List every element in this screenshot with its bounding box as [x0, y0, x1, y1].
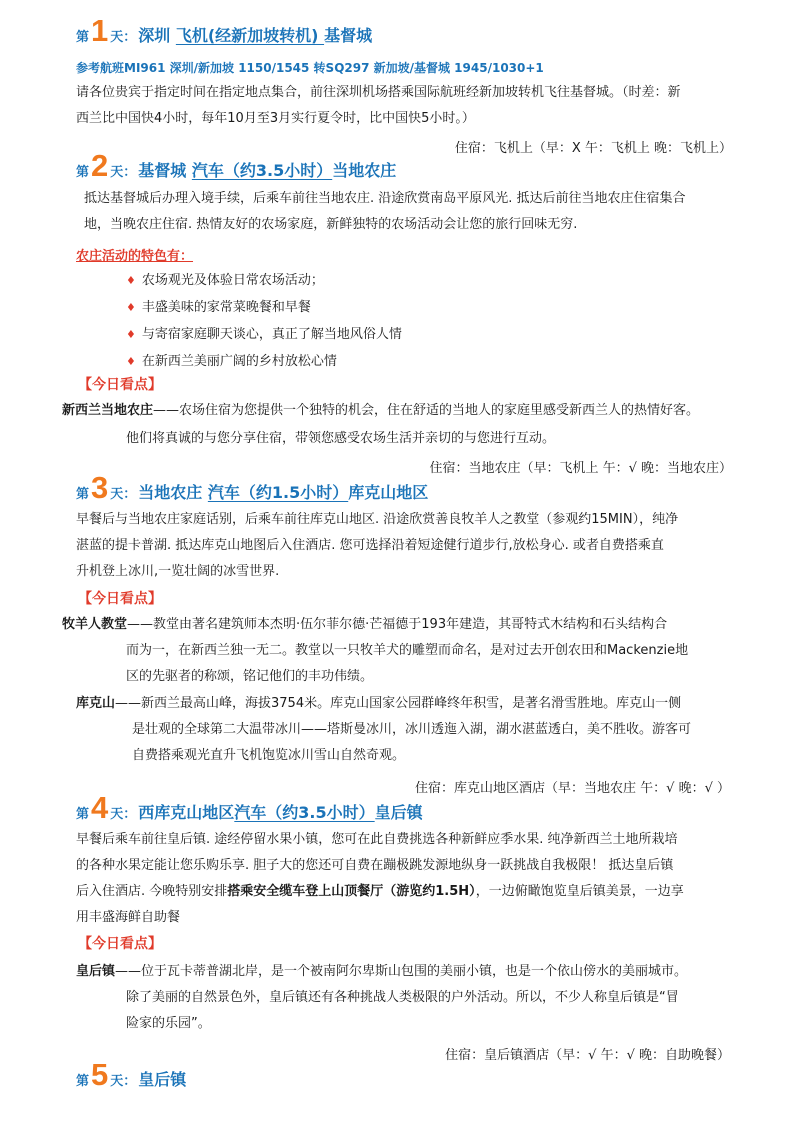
bullet-icon: ♦ — [126, 301, 136, 314]
accommodation-line: 住宿：当地农庄（早：飞机上 午：√ 晚：当地农庄） — [429, 461, 732, 476]
day-3-heading: 第3 天： 当地农庄 汽车（约1.5小时）库克山地区 — [76, 470, 429, 505]
bullet-icon: ♦ — [126, 328, 136, 341]
flight-info: 参考航班MI961 深圳/新加坡 1150/1545 转SQ297 新加坡/基督城 1945/1030+1 — [76, 61, 544, 75]
spot-description-line: 险家的乐园”。 — [126, 1016, 211, 1031]
spot-description-line: 新西兰当地农庄——农场住宿为您提供一个独特的机会，住在舒适的当地人的家庭里感受新西兰人的热情好客。 — [62, 403, 700, 418]
cable-car-highlight: 搭乘安全缆车登上山顶餐厅（游览约1.5H） — [227, 884, 476, 899]
day-title: 深圳 飞机(经新加坡转机) 基督城 — [138, 26, 373, 45]
paragraph-line: 早餐后乘车前往皇后镇. 途经停留水果小镇，您可在此自费挑选各种新鲜应季水果. 纯净新西兰土地所栽培 — [76, 832, 678, 847]
day-1-heading: 第1 天： 深圳 飞机(经新加坡转机) 基督城 — [76, 13, 373, 48]
list-item: ♦ 丰盛美味的家常菜晚餐和早餐 — [126, 300, 311, 315]
bullet-icon: ♦ — [126, 274, 136, 287]
day-number: 1 — [91, 13, 109, 48]
spot-description-line: 自费搭乘观光直升飞机饱览冰川雪山自然奇观。 — [132, 748, 406, 763]
spot-description-line: 是壮观的全球第二大温带冰川——塔斯曼冰川，冰川透迤入湖，湖水湛蓝透白，美不胜收。游客可 — [132, 722, 692, 737]
spot-name: 新西兰当地农庄 — [62, 403, 154, 418]
highlight-heading: 【今日看点】 — [78, 591, 162, 607]
spot-name: 库克山 — [76, 696, 116, 711]
spot-description-line: 皇后镇——位于瓦卡蒂普湖北岸，是一个被南阿尔卑斯山包围的美丽小镇，也是一个依山傍水的美丽城市。 — [76, 964, 688, 979]
day-number: 3 — [91, 470, 109, 505]
highlight-heading: 【今日看点】 — [78, 377, 162, 393]
paragraph-line: 后入住酒店. 今晚特别安排搭乘安全缆车登上山顶餐厅（游览约1.5H），一边俯瞰饱览皇后镇美景，一边享 — [76, 884, 684, 899]
spot-description-line: 区的先驱者的称颂，铭记他们的丰功伟绩。 — [126, 669, 374, 684]
day-title: 皇后镇 — [138, 1070, 187, 1089]
accommodation-line: 住宿：库克山地区酒店（早：当地农庄 午：√ 晚：√ ） — [415, 781, 730, 796]
paragraph-line: 地，当晚农庄住宿. 热情友好的农场家庭，新鲜独特的农场活动会让您的旅行回味无穷. — [84, 217, 578, 232]
paragraph-line: 早餐后与当地农庄家庭话别，后乘车前往库克山地区. 沿途欣赏善良牧羊人之教堂（参观约15MIN），纯净 — [76, 512, 679, 527]
paragraph-line: 用丰盛海鲜自助餐 — [76, 910, 181, 925]
spot-name: 牧羊人教堂 — [62, 617, 128, 632]
day-title: 当地农庄 汽车（约1.5小时）库克山地区 — [138, 483, 429, 502]
farm-features-label: 农庄活动的特色有： — [76, 249, 194, 264]
paragraph-line: 的各种水果定能让您乐购乐享. 胆子大的您还可自费在蹦极跳发源地纵身一跃挑战自我极限！ 抵达皇后镇 — [76, 858, 674, 873]
paragraph-line: 西兰比中国快4小时，每年10月至3月实行夏令时，比中国快5小时。） — [76, 111, 475, 126]
spot-description-line: 库克山——新西兰最高山峰，海拔3754米。库克山国家公园群峰终年积雪，是著名滑雪胜地。库克山一侧 — [76, 696, 682, 711]
bullet-icon: ♦ — [126, 355, 136, 368]
day-number: 4 — [91, 790, 109, 825]
spot-description-line: 除了美丽的自然景色外，皇后镇还有各种挑战人类极限的户外活动。所以，不少人称皇后镇是“冒 — [126, 990, 679, 1005]
list-item: ♦ 在新西兰美丽广阔的乡村放松心情 — [126, 354, 337, 369]
day-title: 西库克山地区汽车（约3.5小时）皇后镇 — [138, 803, 423, 822]
day-title: 基督城 汽车（约3.5小时）当地农庄 — [138, 161, 397, 180]
list-item: ♦ 与寄宿家庭聊天谈心，真正了解当地风俗人情 — [126, 327, 402, 342]
spot-description-line: 牧羊人教堂——教堂由著名建筑师本杰明·伍尔菲尔德·芒福德于193年建造，其哥特式木结构和石头结构合 — [62, 617, 668, 632]
spot-description-line: 而为一，在新西兰独一无二。教堂以一只牧羊犬的雕塑而命名，是对过去开创农田和Mackenzie地 — [126, 643, 689, 658]
spot-description-line: 他们将真诚的与您分享住宿，带领您感受农场生活并亲切的与您进行互动。 — [126, 431, 556, 446]
day-number: 2 — [91, 148, 109, 183]
accommodation-line: 住宿：飞机上（早：X 午：飞机上 晚：飞机上） — [454, 141, 732, 156]
paragraph-line: 抵达基督城后办理入境手续，后乘车前往当地农庄. 沿途欣赏南岛平原风光. 抵达后前往当地农庄住宿集合 — [84, 191, 686, 206]
paragraph-line: 升机登上冰川,一览壮阔的冰雪世界. — [76, 564, 280, 579]
day-number: 5 — [91, 1057, 109, 1092]
list-item: ♦ 农场观光及体验日常农场活动； — [126, 273, 324, 288]
day-2-heading: 第2 天： 基督城 汽车（约3.5小时）当地农庄 — [76, 148, 397, 183]
day-5-heading: 第5 天： 皇后镇 — [76, 1057, 187, 1092]
paragraph-line: 湛蓝的提卡普湖. 抵达库克山地图后入住酒店. 您可选择沿着短途健行道步行,放松身心. 或者自费搭乘直 — [76, 538, 664, 553]
accommodation-line: 住宿：皇后镇酒店（早：√ 午：√ 晚：自助晚餐） — [445, 1048, 730, 1063]
paragraph-line: 请各位贵宾于指定时间在指定地点集合，前往深圳机场搭乘国际航班经新加坡转机飞往基督城。（时差：新 — [76, 85, 681, 100]
highlight-heading: 【今日看点】 — [78, 936, 162, 952]
day-4-heading: 第4 天： 西库克山地区汽车（约3.5小时）皇后镇 — [76, 790, 423, 825]
spot-name: 皇后镇 — [76, 964, 116, 979]
